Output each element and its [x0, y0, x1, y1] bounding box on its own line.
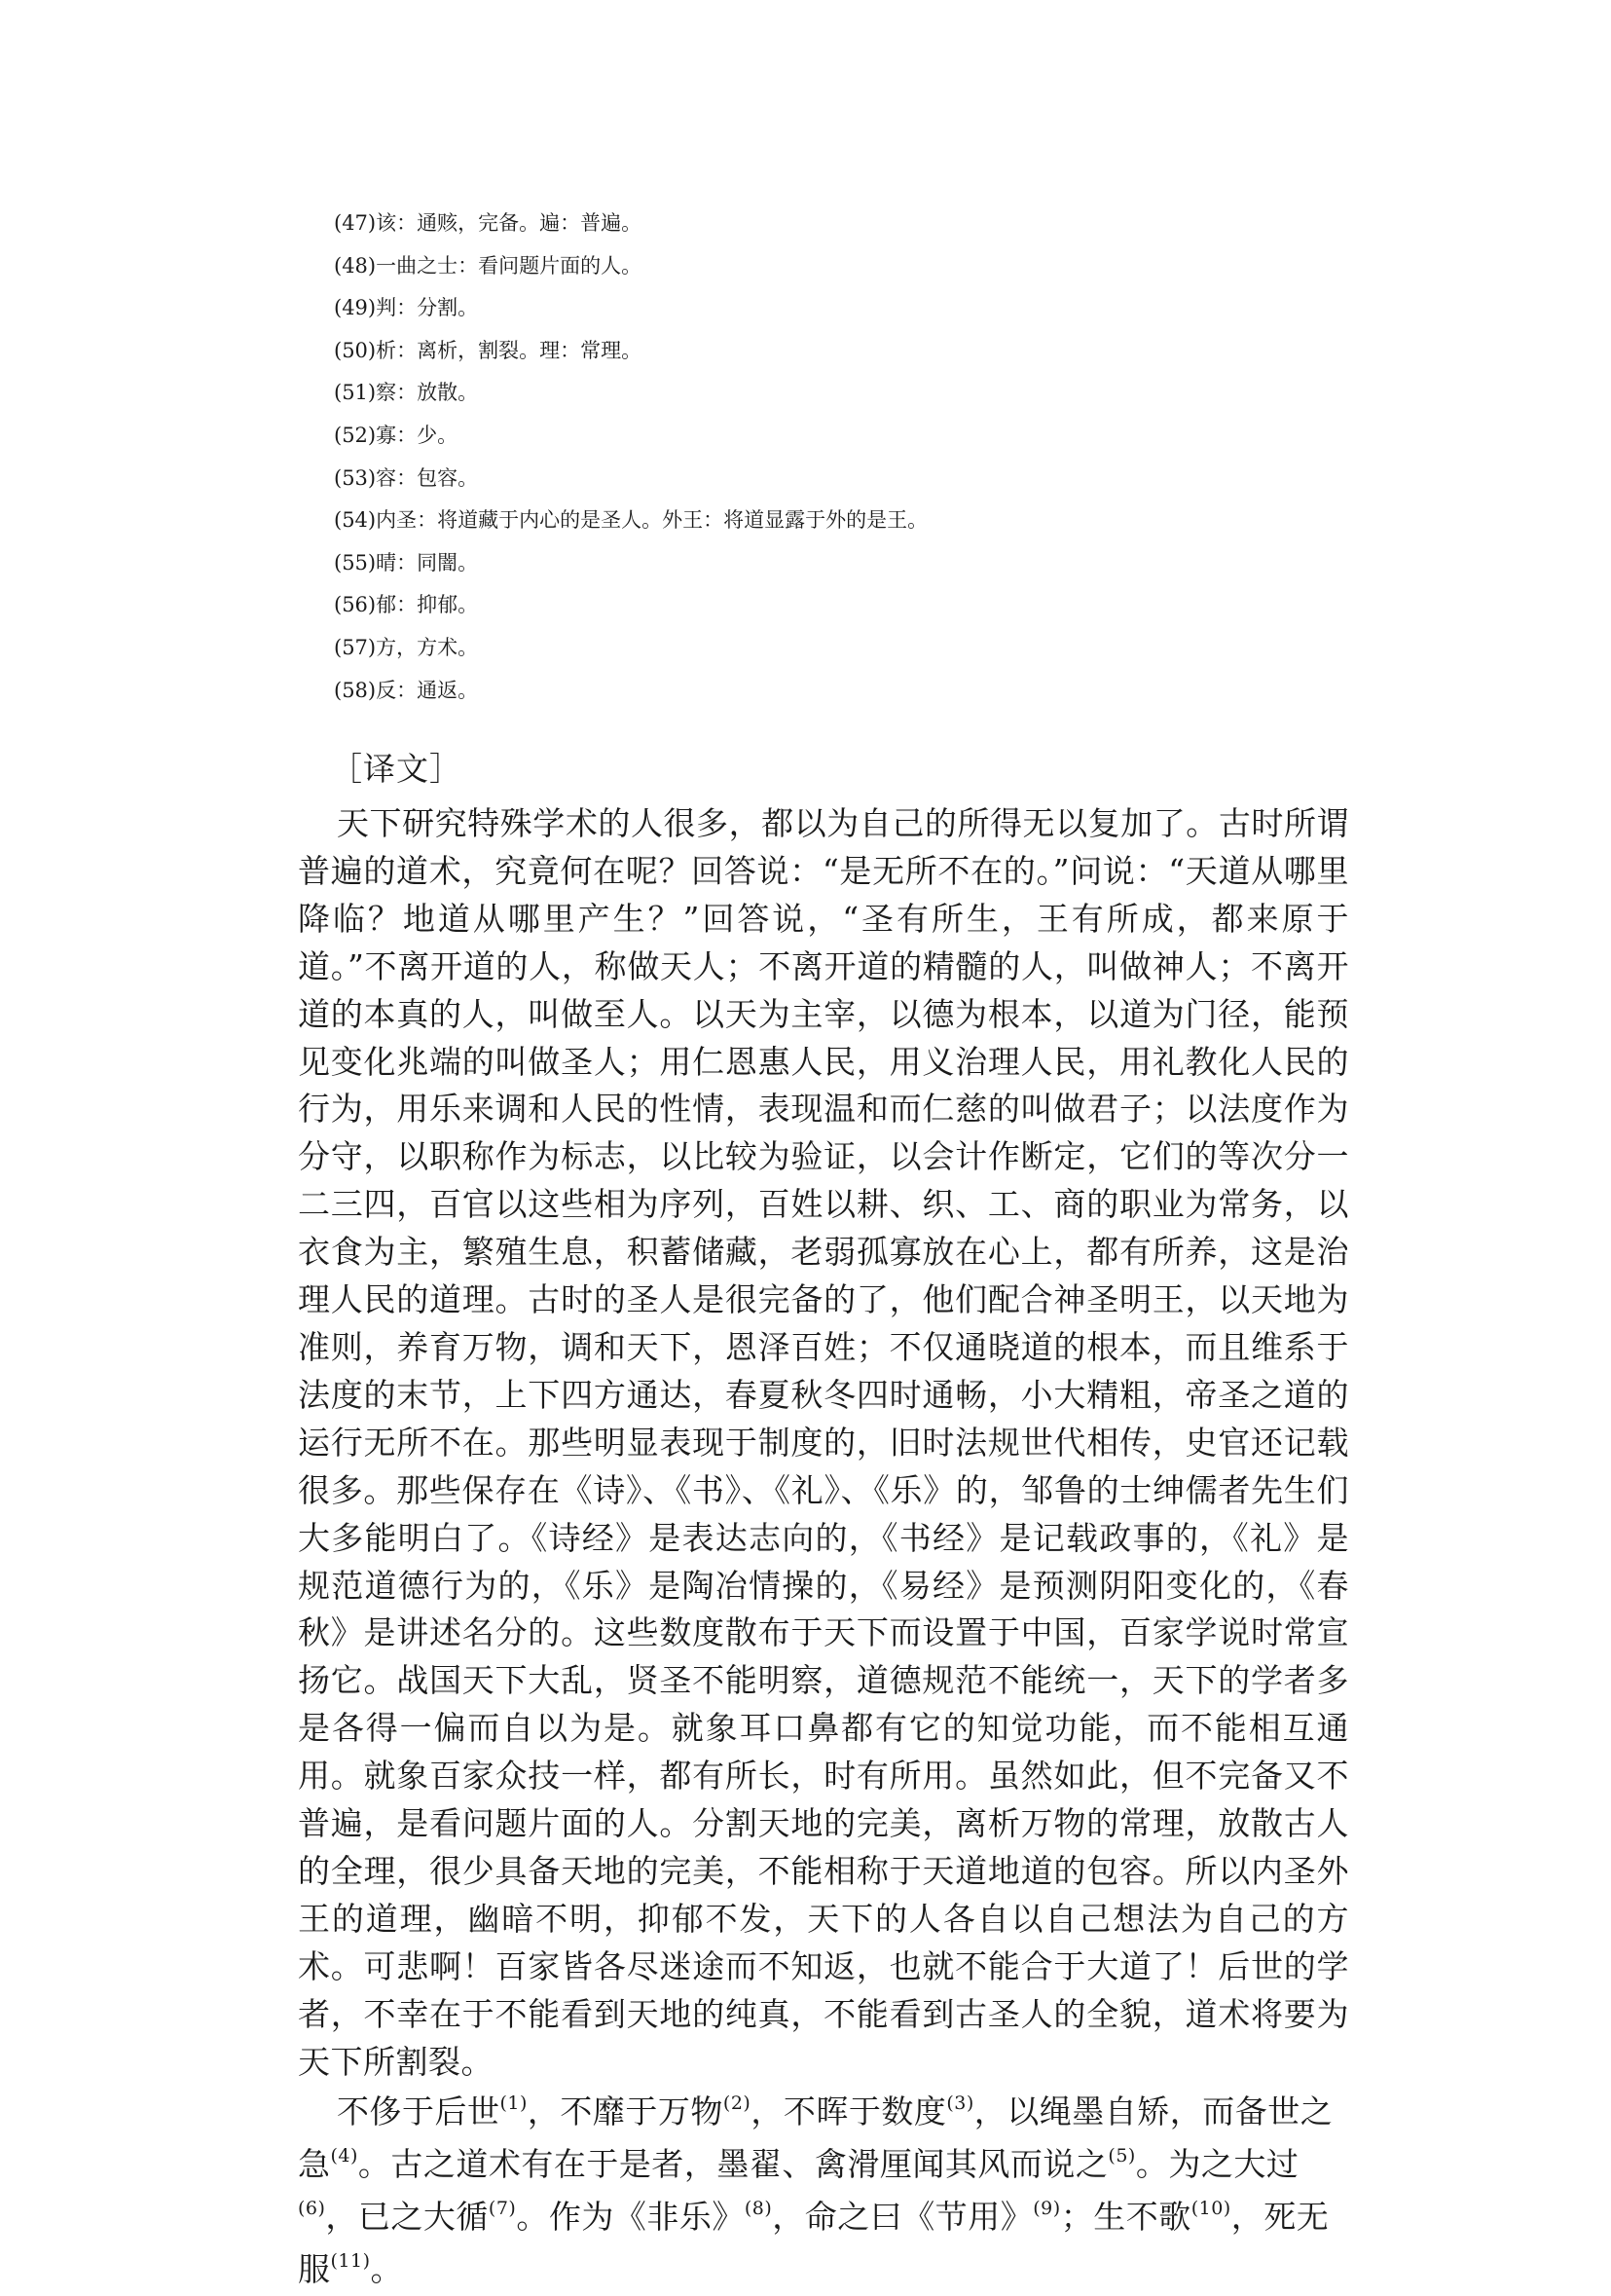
segment-text: ，不靡于万物: [527, 2092, 723, 2131]
segment-text: 。: [370, 2250, 404, 2289]
body-text: [298, 800, 1349, 2296]
footnote-marker: (3): [946, 2092, 974, 2115]
segment-text: 。古之道术有在于是者，墨翟、禽滑厘闻其风而说之: [357, 2145, 1109, 2184]
annotation-note: (54)内圣：将道藏于内心的是圣人。外王：将道显露于外的是王。: [334, 508, 929, 533]
segment-text: 。为之大过: [1135, 2145, 1300, 2184]
translation-paragraph: 天下研究特殊学术的人很多，都以为自己的所得无以复加了。古时所谓普遍的道术，究竟何在呢？回答说：“是无所不在的。”问说：“天道从哪里降临？地道从哪里产生？”回答说，“圣有所生，王有所成，都来原于道。”不离开道的人，称做天人；不离开道的精髓的人，叫做神人；不离开道的本真的人，叫做至人。以天为主宰，以德为根本，以道为门径，能预见变化兆端的叫做圣人；用仁恩惠人民，用义治理人民，用礼教化人民的行为，用乐来调和人民的性情，表现温和而仁慈的叫做君子；以法度作为分守，以职称作为标志，以比较为验证，以会计作断定，它们的等次分一二三四，百官以这些相为序列，百姓以耕、织、工、商的职业为常务，以衣食为主，繁殖生息，积蓄储藏，老弱孤寡放在心上，都有所养，这是治理人民的道理。古时的圣人是很完备的了，他们配合神圣明王，以天地为准则，养育万物，调和天下，恩泽百姓；不仅通晓道的根本，而且维系于法度的末节，上下四方通达，春夏秋冬四时通畅，小大精粗，帝圣之道的运行无所不在。那些明显表现于制度的，旧时法规世代相传，史官还记载很多。那些保存在《诗》、《书》、《礼》、《乐》的，邹鲁的士绅儒者先生们大多能明白了。《诗经》是表达志向的，《书经》是记载政事的，《礼》是规范道德行为的，《乐》是陶冶情操的，《易经》是预测阴阳变化的，《春秋》是讲述名分的。这些数度散布于天下而设置于中国，百家学说时常宣扬它。战国天下大乱，贤圣不能明察，道德规范不能统一，天下的学者多是各得一偏而自以为是。就象耳口鼻都有它的知觉功能，而不能相互通用。就象百家众技一样，都有所长，时有所用。虽然如此，但不完备又不普遍，是看问题片面的人。分割天地的完美，离析万物的常理，放散古人的全理，很少具备天地的完美，不能相称于天道地道的包容。所以内圣外王的道理，幽暗不明，抑郁不发，天下的人各自以自己想法为自己的方术。可悲啊！百家皆各尽迷途而不知返，也就不能合于大道了！后世的学者，不幸在于不能看到天地的纯真，不能看到古圣人的全貌，道术将要为天下所割裂。: [298, 804, 1349, 2081]
annotation-note: (53)容：包容。: [334, 465, 479, 490]
annotation-note: (57)方，方术。: [334, 635, 479, 659]
annotation-note: (51)察：放散。: [334, 381, 479, 405]
footnote-marker: (10): [1190, 2198, 1231, 2220]
original-text-segment: [337, 2092, 528, 2130]
footnote-marker: (6): [298, 2198, 326, 2220]
original-text-segment: [528, 2092, 751, 2130]
segment-text: ，以绳墨自矫，而备世之急: [298, 2092, 1334, 2184]
footnote-marker: (8): [744, 2198, 773, 2220]
footnote-marker: (9): [1033, 2198, 1061, 2220]
original-text-segment: [516, 2198, 772, 2236]
original-text-segment: [751, 2092, 973, 2130]
footnote-marker: (7): [488, 2198, 517, 2220]
segment-text: ，不晖于数度: [751, 2092, 947, 2131]
annotation-note: (56)郁：抑郁。: [334, 593, 479, 617]
footnote-marker: (4): [330, 2145, 358, 2167]
original-text-segment: [325, 2198, 516, 2236]
footnote-marker: (5): [1108, 2145, 1136, 2167]
footnote-marker: (11): [330, 2250, 371, 2273]
segment-text: 。作为《非乐》: [516, 2198, 745, 2237]
translation-heading: ［译文］: [330, 750, 462, 788]
original-text-paragraph: [298, 2086, 1349, 2296]
original-text-segment: [371, 2250, 404, 2288]
annotation-note: (49)判：分割。: [334, 296, 479, 320]
original-text-segment: [772, 2198, 1060, 2236]
segment-text: ，命之曰《节用》: [772, 2198, 1034, 2237]
segment-text: ，已之大循: [325, 2198, 489, 2237]
segment-text: ；生不歌: [1060, 2198, 1191, 2237]
footnote-marker: (2): [722, 2092, 751, 2115]
footnote-marker: (1): [499, 2092, 528, 2115]
annotation-note: (50)析：离析，割裂。理：常理。: [334, 338, 642, 362]
segment-text: ，死无服: [298, 2198, 1330, 2289]
annotation-note: (52)寡：少。: [334, 423, 458, 447]
original-text-segment: [358, 2145, 1136, 2183]
segment-text: 不侈于后世: [337, 2092, 500, 2131]
original-text-segment: [1061, 2198, 1231, 2236]
annotation-notes: [334, 203, 1356, 712]
annotation-note: (48)一曲之士：看问题片面的人。: [334, 253, 642, 278]
annotation-note: (55)晴：同闇。: [334, 550, 479, 574]
annotation-note: (58)反：通返。: [334, 678, 479, 702]
annotation-note: (47)该：通赅，完备。遍：普遍。: [334, 211, 642, 235]
